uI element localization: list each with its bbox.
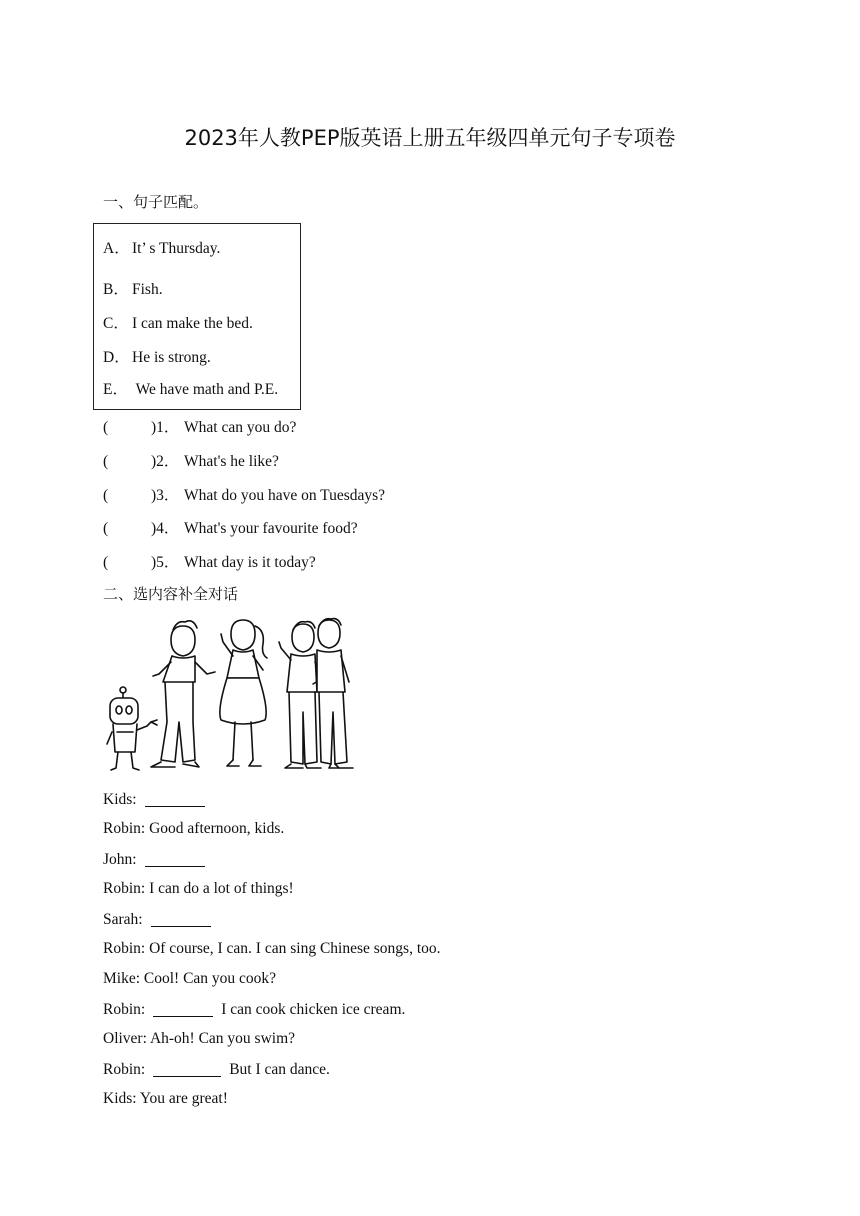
boy-figure-2 bbox=[279, 622, 323, 768]
dialogue-line-6: Robin: Of course, I can. I can sing Chinese songs, too. bbox=[103, 940, 441, 957]
dialogue-line-5: Sarah: bbox=[103, 910, 211, 929]
dialogue-line-4: Robin: I can do a lot of things! bbox=[103, 880, 294, 897]
dialogue-line-11: Kids: You are great! bbox=[103, 1090, 228, 1107]
question-3: ( )3． What do you have on Tuesdays? bbox=[103, 487, 386, 504]
answer-blank-3[interactable] bbox=[151, 910, 211, 927]
page-title: 2023年人教PEP版英语上册五年级四单元句子专项卷 bbox=[184, 126, 676, 150]
question-5: ( )5． What day is it today? bbox=[103, 554, 316, 571]
dialogue-line-9: Oliver: Ah-oh! Can you swim? bbox=[103, 1030, 296, 1047]
option-b: B． Fish. bbox=[103, 281, 163, 298]
question-2: ( )2． What's he like? bbox=[103, 453, 279, 470]
boy-figure-1 bbox=[151, 621, 215, 767]
answer-blank-1[interactable] bbox=[145, 790, 205, 807]
dialogue-line-1: Kids: bbox=[103, 790, 205, 809]
dialogue-line-2: Robin: Good afternoon, kids. bbox=[103, 820, 285, 837]
boy-figure-3 bbox=[317, 619, 353, 768]
girl-figure bbox=[220, 620, 267, 766]
robot-figure bbox=[107, 687, 157, 770]
dialogue-line-7: Mike: Cool! Can you cook? bbox=[103, 970, 277, 987]
option-e: E． We have math and P.E. bbox=[103, 381, 279, 398]
answer-blank-5[interactable] bbox=[153, 1060, 221, 1077]
option-c: C． I can make the bed. bbox=[103, 315, 253, 332]
question-4: ( )4． What's your favourite food? bbox=[103, 520, 358, 537]
robot-and-kids-illustration bbox=[103, 612, 365, 778]
option-a: A． It’ s Thursday. bbox=[103, 240, 221, 257]
dialogue-line-3: John: bbox=[103, 850, 205, 869]
answer-blank-4[interactable] bbox=[153, 1000, 213, 1017]
option-d: D． He is strong. bbox=[103, 349, 211, 366]
section1-heading: 一、句子匹配。 bbox=[103, 193, 209, 211]
dialogue-line-8: Robin: I can cook chicken ice cream. bbox=[103, 1001, 406, 1018]
question-1: ( )1． What can you do? bbox=[103, 419, 297, 436]
section2-heading: 二、选内容补全对话 bbox=[103, 585, 239, 603]
dialogue-line-10: Robin: But I can dance. bbox=[103, 1061, 330, 1078]
answer-blank-2[interactable] bbox=[145, 850, 205, 867]
